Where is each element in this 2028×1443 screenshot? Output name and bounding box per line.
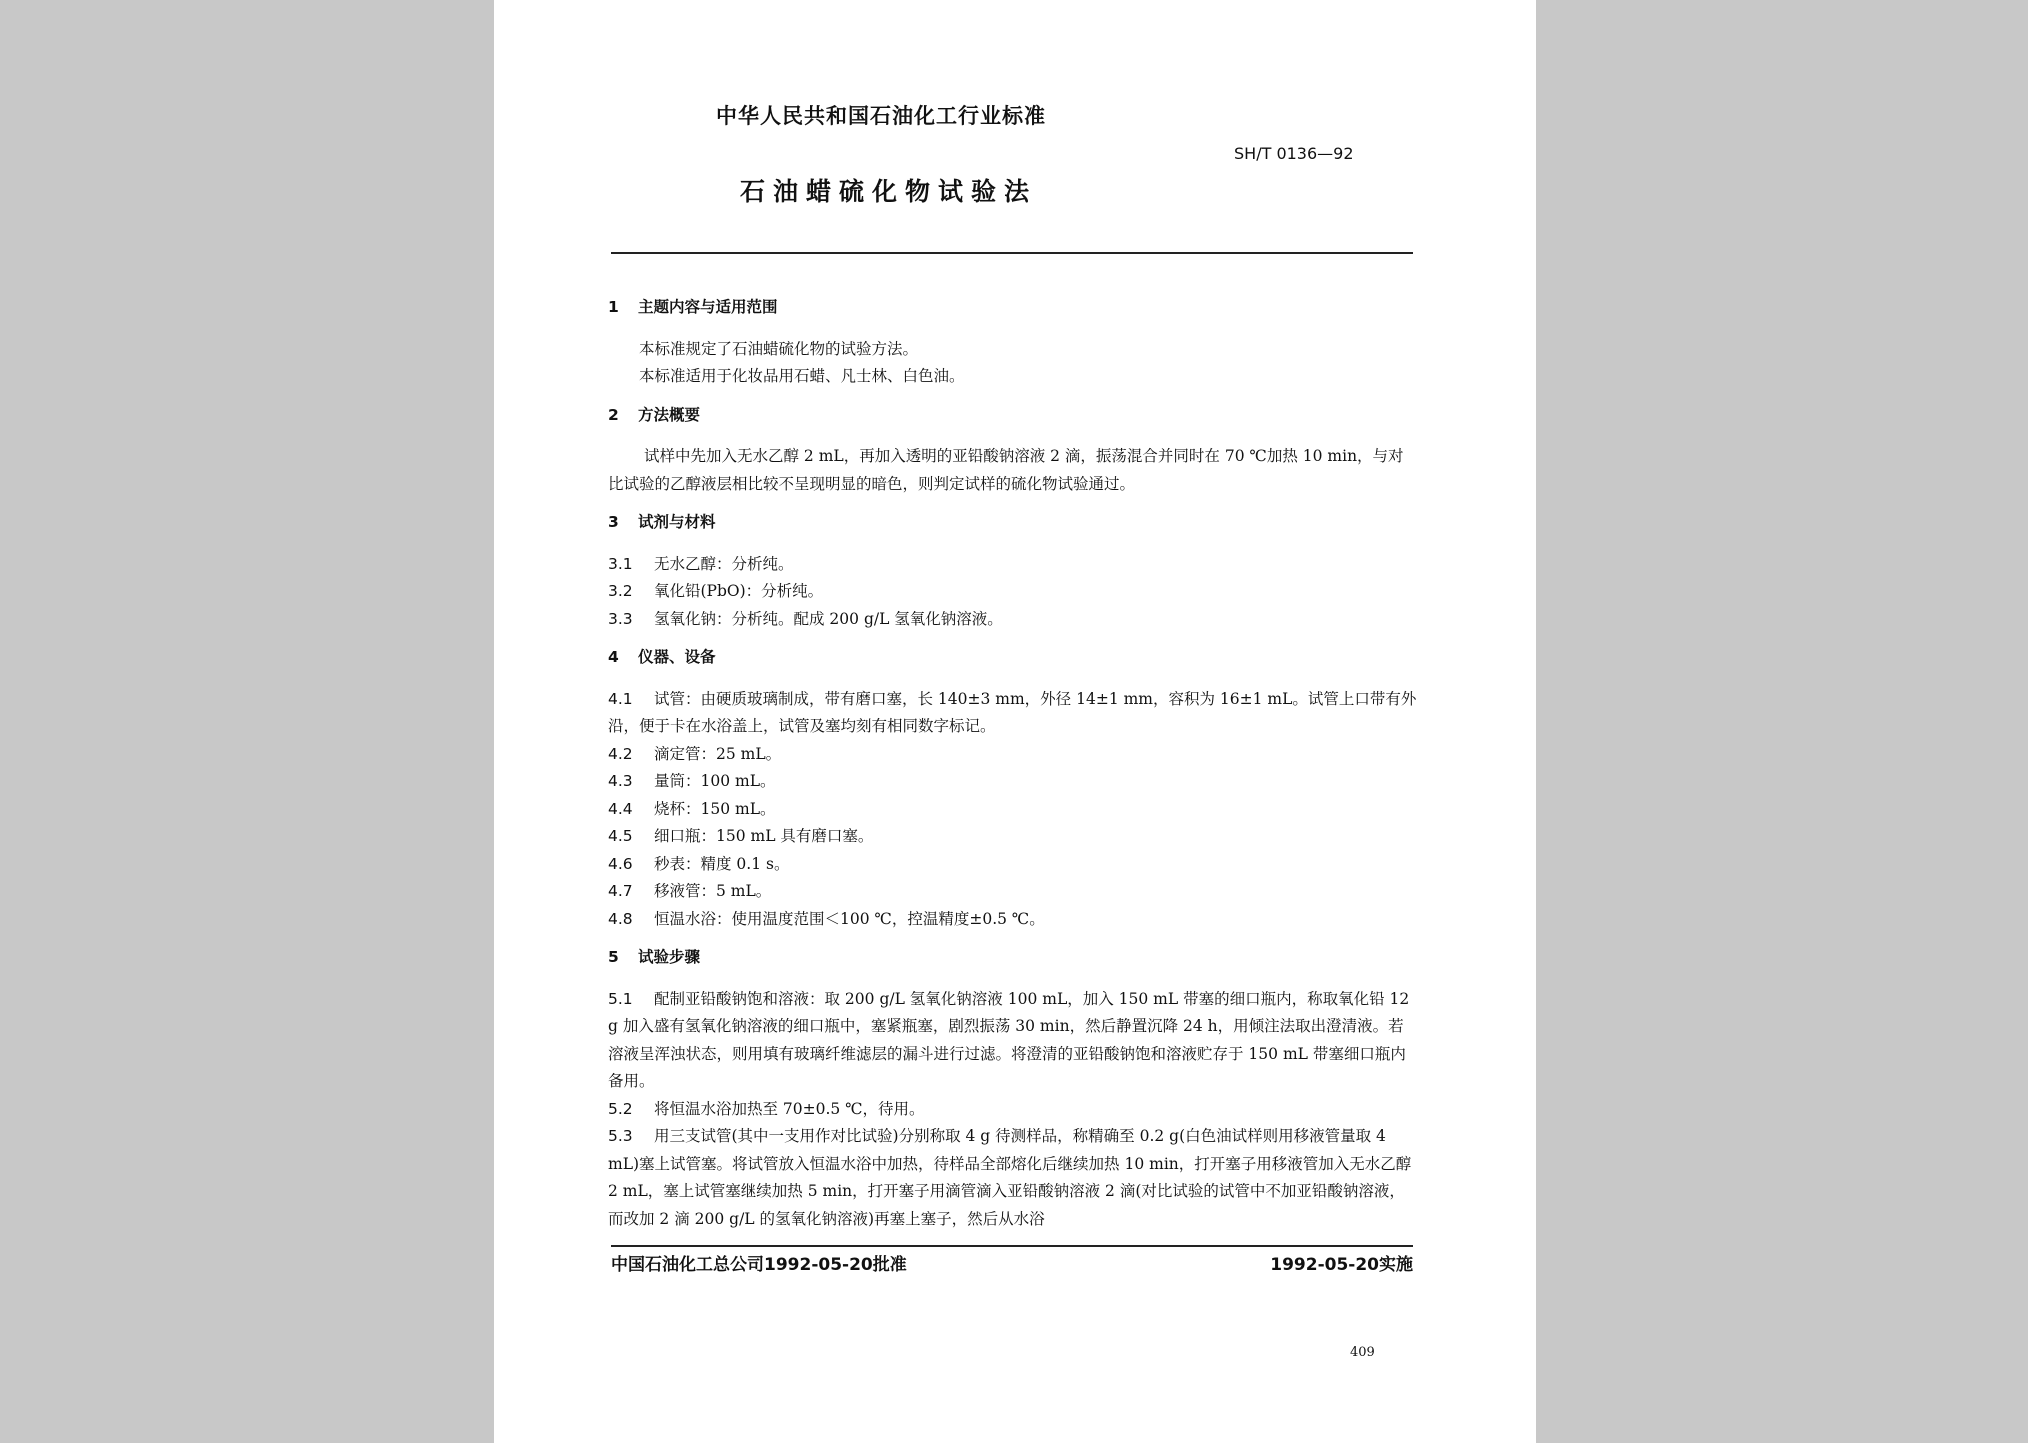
- page-number: 409: [1350, 1345, 1375, 1360]
- list-item: [608, 851, 1418, 879]
- section-number: 2: [608, 405, 619, 424]
- item-text: 恒温水浴：使用温度范围＜100 ℃，控温精度±0.5 ℃。: [654, 909, 1045, 928]
- section-title: 试剂与材料: [638, 513, 716, 531]
- item-number: 4.2: [608, 744, 633, 763]
- list-item: [608, 578, 1418, 606]
- section-heading-4: [608, 644, 1418, 672]
- list-item: [608, 878, 1418, 906]
- section-1-body: [608, 336, 1418, 391]
- item-text: 细口瓶：150 mL 具有磨口塞。: [654, 827, 874, 845]
- item-number: 4.1: [608, 689, 633, 708]
- item-number: 5.3: [608, 1127, 633, 1145]
- section-number: 4: [608, 648, 619, 666]
- item-number: 4.7: [608, 882, 633, 900]
- list-item: [608, 606, 1418, 634]
- item-text: 将恒温水浴加热至 70±0.5 ℃，待用。: [654, 1099, 925, 1118]
- section-number: 3: [608, 513, 619, 531]
- list-item: [608, 1123, 1418, 1233]
- paragraph: 试样中先加入无水乙醇 2 mL，再加入透明的亚铅酸钠溶液 2 滴，振荡混合并同时在 70 ℃加热 10 min，与对比试验的乙醇液层相比较不呈现明显的暗色，则判定试样的硫化物试验通过。: [608, 447, 1404, 493]
- list-item: [608, 741, 1418, 769]
- section-number: 5: [608, 948, 619, 966]
- item-number: 3.1: [608, 554, 633, 573]
- paragraph: 本标准适用于化妆品用石蜡、凡士林、白色油。: [639, 367, 965, 385]
- item-text: 烧杯：150 mL。: [654, 799, 776, 818]
- item-text: 无水乙醇：分析纯。: [654, 554, 794, 573]
- section-heading-5: [608, 944, 1418, 972]
- section-title: 主题内容与适用范围: [638, 298, 778, 316]
- list-item: [608, 1096, 1418, 1124]
- standard-title: 中华人民共和国石油化工行业标准: [716, 104, 1046, 128]
- item-text: 用三支试管(其中一支用作对比试验)分别称取 4 g 待测样品，称精确至 0.2 g(白色油试样则用移液管量取 4 mL)塞上试管塞。将试管放入恒温水浴中加热，待样品全部熔化后继续加热 10 min，打开塞子用移液管加入无水乙醇 2 mL，塞上试管塞继续加热 5 min，打开塞子用滴管滴入亚铅酸钠溶液 2 滴(对比试验的试管中不加亚铅酸钠溶液，而改加 2 滴 200 g/L 的氢氧化钠溶液)再塞上塞子，然后从水浴: [608, 1127, 1412, 1228]
- list-item: [608, 686, 1418, 741]
- item-number: 3.3: [608, 609, 633, 628]
- item-number: 5.2: [608, 1099, 633, 1118]
- document-body: [608, 290, 1418, 1233]
- implementation-date: 1992-05-20实施: [1270, 1255, 1413, 1275]
- list-item: [608, 796, 1418, 824]
- item-number: 4.5: [608, 827, 633, 845]
- item-text: 移液管：5 mL。: [654, 882, 772, 900]
- item-text: 氧化铅(PbO)：分析纯。: [654, 582, 824, 600]
- document-page: [494, 0, 1536, 1443]
- section-title: 方法概要: [638, 405, 701, 424]
- standard-code: SH/T 0136—92: [1234, 144, 1354, 163]
- item-number: 4.8: [608, 909, 633, 928]
- section-title: 仪器、设备: [638, 648, 716, 666]
- section-heading-2: [608, 402, 1418, 430]
- section-heading-1: [608, 294, 1418, 322]
- header-divider: [611, 252, 1413, 254]
- paragraph: 本标准规定了石油蜡硫化物的试验方法。: [639, 339, 919, 358]
- item-text: 滴定管：25 mL。: [654, 744, 782, 763]
- item-number: 3.2: [608, 582, 633, 600]
- approval-note: 中国石油化工总公司1992-05-20批准: [611, 1255, 907, 1275]
- list-item: [608, 551, 1418, 579]
- item-text: 量筒：100 mL。: [654, 772, 776, 790]
- section-number: 1: [608, 298, 619, 316]
- list-item: [608, 906, 1418, 934]
- item-text: 秒表：精度 0.1 s。: [654, 854, 790, 873]
- item-number: 4.4: [608, 799, 633, 818]
- section-heading-3: [608, 509, 1418, 537]
- item-text: 试管：由硬质玻璃制成，带有磨口塞，长 140±3 mm，外径 14±1 mm，容积为 16±1 mL。试管上口带有外沿，便于卡在水浴盖上，试管及塞均刻有相同数字标记。: [608, 689, 1417, 735]
- item-text: 氢氧化钠：分析纯。配成 200 g/L 氢氧化钠溶液。: [654, 609, 1003, 628]
- list-item: [608, 986, 1418, 1096]
- item-text: 配制亚铅酸钠饱和溶液：取 200 g/L 氢氧化钠溶液 100 mL，加入 150 mL 带塞的细口瓶内，称取氧化铅 12 g 加入盛有氢氧化钠溶液的细口瓶中，塞紧瓶塞，剧烈振荡 30 min，然后静置沉降 24 h，用倾注法取出澄清液。若溶液呈浑浊状态，则用填有玻璃纤维滤层的漏斗进行过滤。将澄清的亚铅酸钠饱和溶液贮存于 150 mL 带塞细口瓶内备用。: [608, 989, 1410, 1090]
- item-number: 4.6: [608, 854, 633, 873]
- list-item: [608, 823, 1418, 851]
- footer-divider: [611, 1245, 1413, 1247]
- list-item: [608, 768, 1418, 796]
- document-title: 石油蜡硫化物试验法: [740, 177, 1038, 206]
- section-title: 试验步骤: [638, 948, 701, 966]
- item-number: 5.1: [608, 989, 633, 1008]
- item-number: 4.3: [608, 772, 633, 790]
